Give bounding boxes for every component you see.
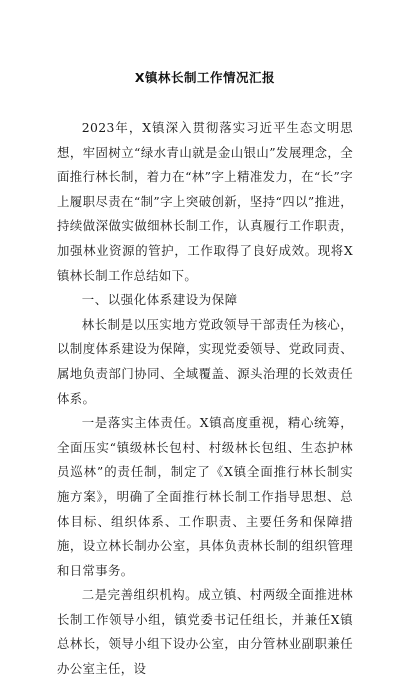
paragraph-organization: 二是完善组织机构。成立镇、村两级全面推进林长制工作领导小组，镇党委书记任组长，并兼任X镇总林长，领导小组下设办公室，由分管林业副职兼任办公室主任，设 [57,587,353,677]
paragraph-intro: 2023年，X镇深入贯彻落实习近平生态文明思想，牢固树立“绿水青山就是金山银山”发展理念，全面推行林长制，着力在“林”字上精准发力，在“长”字上履职尽责在“制”字上突破创新，坚持“四以”推进，持续做深做实做细林长制工作，认真履行工作职责，加强林业资源的管护，工作取得了良好成效。现将X镇林长制工作总结如下。 [57,120,353,283]
document-body [57,116,353,682]
paragraph-responsibility: 一是落实主体责任。X镇高度重视，精心统筹，全面压实“镇级林长包村、村级林长包组、生态护林员巡林”的责任制，制定了《X镇全面推行林长制实施方案》，明确了全面推行林长制工作指导思想、总体目标、组织体系、工作职责、主要任务和保障措施，设立林长制办公室，具体负责林长制的组织管理和日常事务。 [57,415,353,578]
section-heading: 一、以强化体系建设为保障 [81,292,238,308]
paragraph-system: 林长制是以压实地方党政领导干部责任为核心，以制度体系建设为保障，实现党委领导、党政同责、属地负责部门协同、全域覆盖、源头治理的长效责任体系。 [57,316,353,406]
document-title: X镇林长制工作情况汇报 [134,70,276,85]
